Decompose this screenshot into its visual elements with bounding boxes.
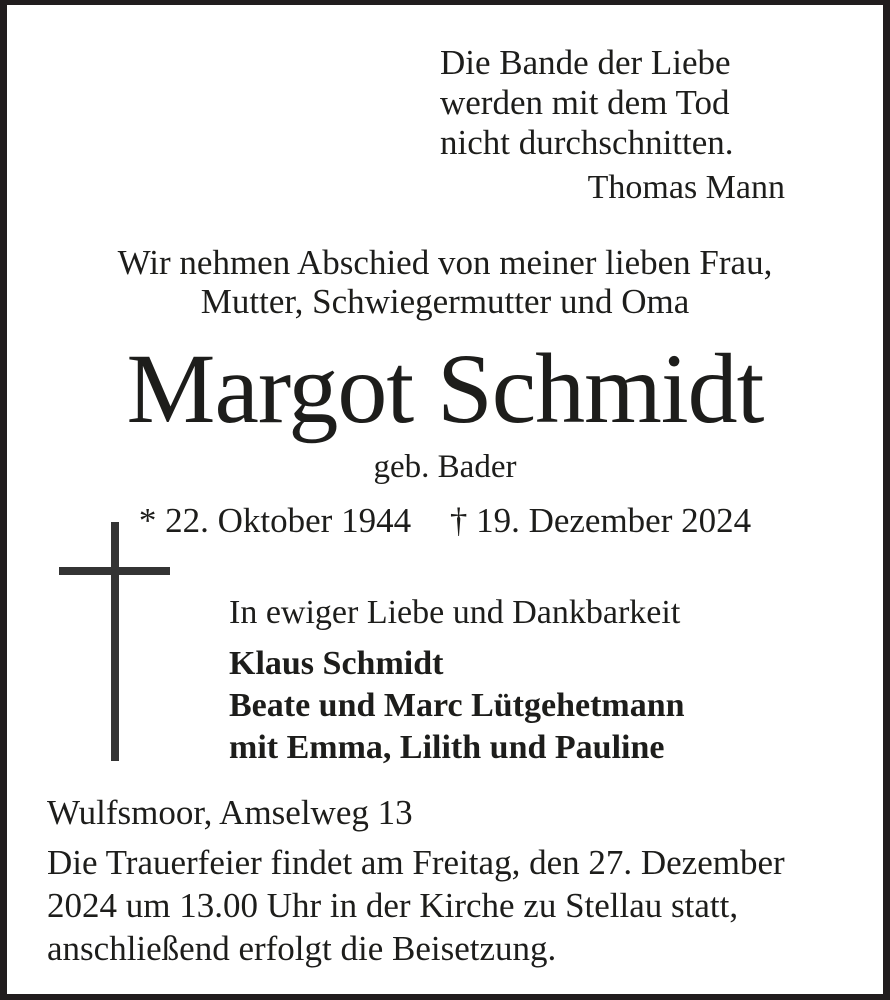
mourner-name: mit Emma, Lilith und Pauline (229, 729, 665, 766)
announcement-line-1: Wir nehmen Abschied von meiner lieben Frau, (117, 243, 773, 282)
quote-line: werden mit dem Tod (440, 83, 730, 122)
announcement (7, 243, 883, 321)
mourner-name: Beate und Marc Lütgehetmann (229, 687, 685, 724)
mourner-name: Klaus Schmidt (229, 645, 444, 682)
cross-icon-horizontal-bar (59, 567, 170, 575)
quote-block (440, 43, 785, 208)
maiden-name: geb. Bader (373, 449, 517, 485)
quote-line: nicht durchschnitten. (440, 123, 734, 162)
tribute-intro: In ewiger Liebe und Dankbarkeit (229, 594, 681, 631)
deceased-name: Margot Schmidt (126, 333, 764, 444)
address-line: Wulfsmoor, Amselweg 13 (47, 793, 413, 832)
quote-line: Die Bande der Liebe (440, 43, 731, 82)
cross-icon-vertical-bar (111, 522, 119, 761)
birth-date: * 22. Oktober 1944 (138, 501, 412, 540)
announcement-line-2: Mutter, Schwiegermutter und Oma (200, 282, 690, 321)
mourners-list (229, 643, 685, 769)
death-date: † 19. Dezember 2024 (449, 501, 752, 540)
life-dates (7, 501, 883, 541)
funeral-details: Die Trauerfeier findet am Freitag, den 27. Dezember 2024 um 13.00 Uhr in der Kirche zu Stellau statt, anschließend erfolgt die Beisetzung. (47, 843, 785, 968)
quote-attribution: Thomas Mann (587, 169, 785, 206)
